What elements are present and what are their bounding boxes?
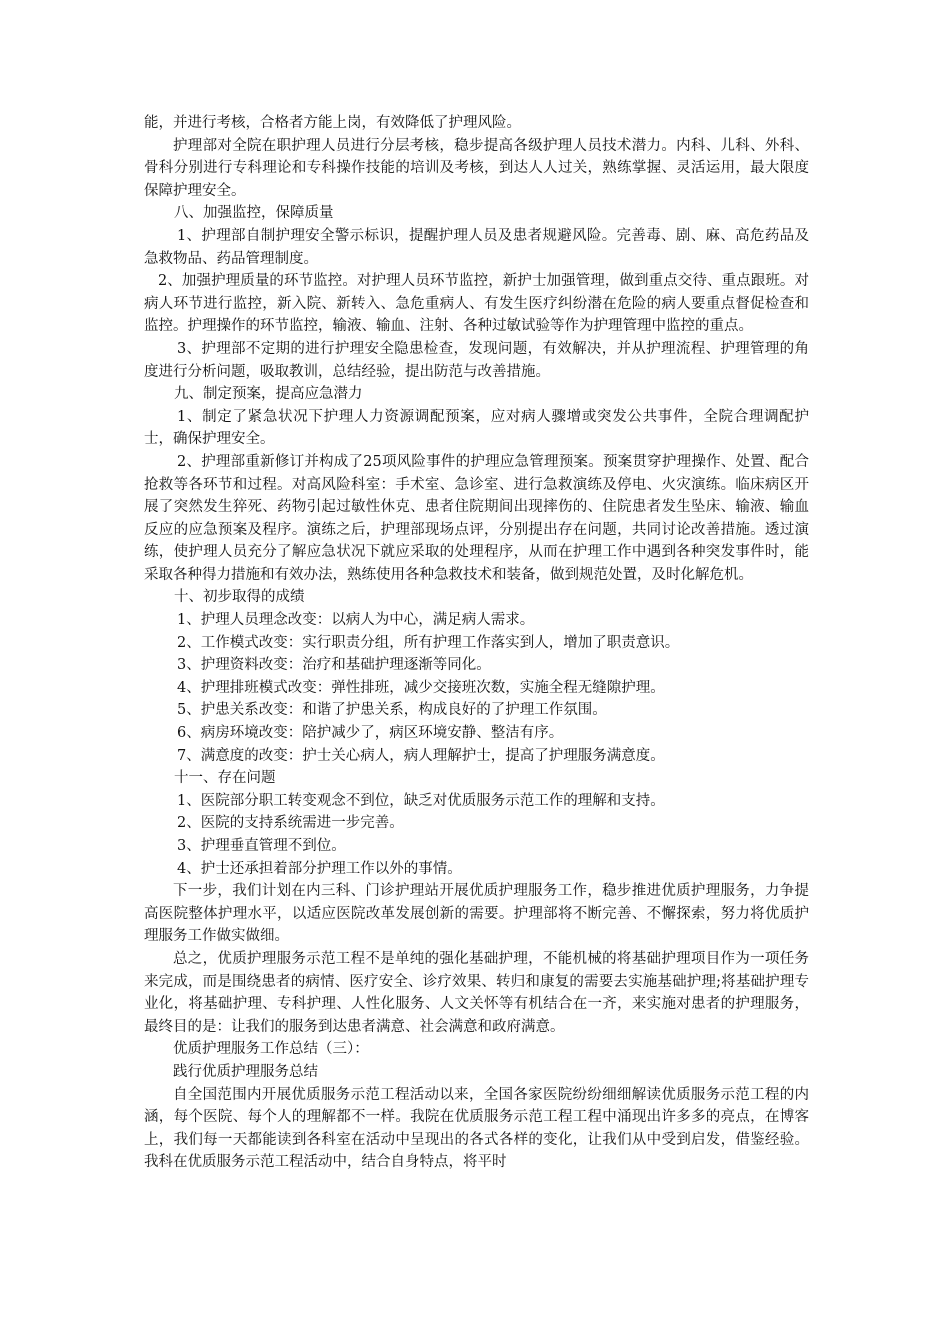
paragraph: 5、护患关系改变：和谐了护患关系，构成良好的了护理工作氛围。 — [177, 702, 607, 719]
paragraph: 能，并进行考核，合格者方能上岗，有效降低了护理风险。 — [144, 115, 521, 131]
paragraph: 2、工作模式改变：实行职责分组，所有护理工作落实到人，增加了职责意识。 — [177, 634, 680, 651]
paragraph: 八、加强监控，保障质量 — [174, 205, 334, 222]
paragraph: 优质护理服务工作总结（三）： — [173, 1041, 369, 1058]
paragraph: 6、病房环境改变：陪护减少了，病区环境安静、整洁有序。 — [177, 725, 564, 742]
paragraph: 1、制定了紧急状况下护理人力资源调配预案，应对病人骤增或突发公共事件，全院合理调配护士，确保护理安全。 — [144, 408, 809, 448]
paragraph: 7、满意度的改变：护士关心病人，病人理解护士，提高了护理服务满意度。 — [177, 747, 665, 764]
paragraph: 3、护理垂直管理不到位。 — [177, 838, 346, 854]
paragraph: 2、护理部重新修订并构成了25项风险事件的护理应急管理预案。预案贯穿护理操作、处置、配合抢救等各环节和过程。对高风险科室：手术室、急诊室、进行急救演练及停电、火灾演练。临床病区开展了突然发生猝死、药物引起过敏性休克、患者住院期间出现摔伤的、住院患者发生坠床、输液、输血反应的应急预案及程序。演练之后，护理部现场点评，分别提出存在问题，共同讨论改善措施。透过演练，使护理人员充分了解应急状况下就应采取的处理程序，从而在护理工作中遇到各种突发事件时，能采取各种得力措施和有效办法，熟练使用各种急救技术和装备，做到规范处置，及时化解危机。 — [144, 453, 809, 583]
paragraph: 十一、存在问题 — [174, 770, 276, 787]
paragraph: 自全国范围内开展优质服务示范工程活动以来，全国各家医院纷纷细细解读优质服务示范工程的内涵，每个医院、每个人的理解都不一样。我院在优质服务示范工程工程中涌现出许多多的亮点，在博客上，我们每一天都能读到各科室在活动中呈现出的各式各样的变化，让我们从中受到启发，借鉴经验。我科在优质服务示范工程活动中，结合自身特点，将平时 — [144, 1086, 809, 1171]
paragraph: 3、护理部不定期的进行护理安全隐患检查，发现问题，有效解决，并从护理流程、护理管理的角度进行分析问题，吸取教训，总结经验，提出防范与改善措施。 — [144, 340, 809, 380]
paragraph: 1、医院部分职工转变观念不到位，缺乏对优质服务示范工作的理解和支持。 — [177, 792, 665, 809]
document-page — [144, 112, 809, 1174]
paragraph: 2、医院的支持系统需进一步完善。 — [177, 815, 404, 832]
paragraph: 下一步，我们计划在内三科、门诊护理站开展优质护理服务工作，稳步推进优质护理服务，力争提高医院整体护理水平，以适应医院改革发展创新的需要。护理部将不断完善、不懈探索，努力将优质护理服务工作做实做细。 — [144, 883, 809, 945]
paragraph: 九、制定预案，提高应急潜力 — [174, 386, 363, 403]
paragraph: 践行优质护理服务总结 — [173, 1063, 318, 1080]
paragraph: 2、加强护理质量的环节监控。对护理人员环节监控，新护士加强管理，做到重点交待、重点跟班。对病人环节进行监控，新入院、新转入、急危重病人、有发生医疗纠纷潜在危险的病人要重点督促检查和监控。护理操作的环节监控，输液、输血、注射、各种过敏试验等作为护理管理中监控的重点。 — [144, 273, 809, 335]
paragraph: 1、护理人员理念改变：以病人为中心，满足病人需求。 — [177, 612, 535, 629]
paragraph: 4、护士还承担着部分护理工作以外的事情。 — [177, 860, 462, 877]
paragraph: 总之，优质护理服务示范工程不是单纯的强化基础护理，不能机械的将基础护理项目作为一项任务来完成，而是围绕患者的病情、医疗安全、诊疗效果、转归和康复的需要去实施基础护理;将基础护理专业化，将基础护理、专科护理、人性化服务、人文关怀等有机结合在一齐，来实施对患者的护理服务，最终目的是：让我们的服务到达患者满意、社会满意和政府满意。 — [144, 950, 809, 1035]
paragraph: 护理部对全院在职护理人员进行分层考核，稳步提高各级护理人员技术潜力。内科、儿科、外科、骨科分别进行专科理论和专科操作技能的培训及考核，到达人人过关，熟练掌握、灵活运用，最大限度保障护理安全。 — [144, 137, 809, 199]
paragraph: 3、护理资料改变：治疗和基础护理逐渐等同化。 — [177, 657, 491, 674]
paragraph: 4、护理排班模式改变：弹性排班，减少交接班次数，实施全程无缝隙护理。 — [177, 679, 665, 696]
paragraph: 十、初步取得的成绩 — [174, 589, 305, 606]
paragraph: 1、护理部自制护理安全警示标识，提醒护理人员及患者规避风险。完善毒、剧、麻、高危药品及急救物品、药品管理制度。 — [144, 227, 809, 267]
